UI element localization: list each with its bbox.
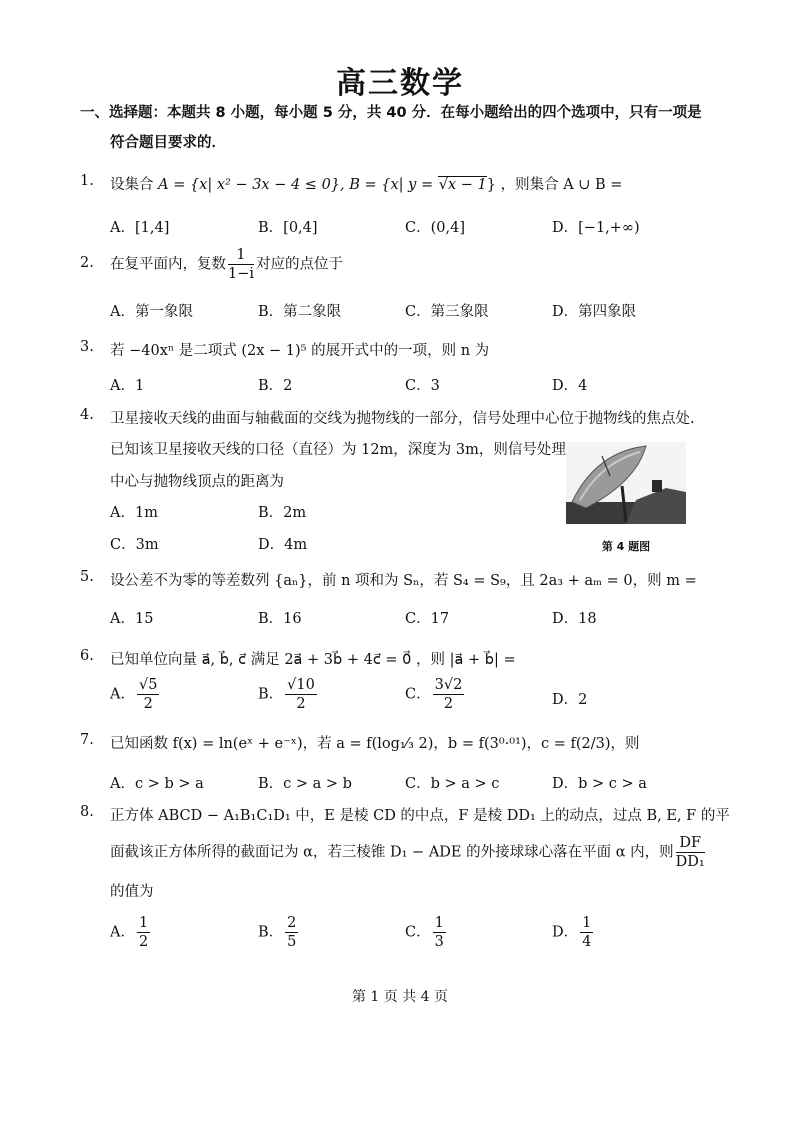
option-c xyxy=(405,300,489,321)
option-b xyxy=(258,607,302,628)
option-text: 3 xyxy=(430,378,440,394)
stem-text: 设集合 xyxy=(110,177,159,193)
option-text: 4m xyxy=(284,537,308,553)
question-stem: 设公差不为零的等差数列 {aₙ}，前 n 项和为 Sₙ，若 S₄ = S₉，且 2a₃ + aₘ = 0，则 m = xyxy=(110,573,697,589)
option-label: D． xyxy=(552,924,579,941)
option-label: B． xyxy=(258,505,284,521)
fraction-denominator: 2 xyxy=(138,934,149,950)
page-footer: 第 1 页 共 4 页 xyxy=(351,989,449,1005)
stem-text: 在复平面内，复数 xyxy=(110,256,226,273)
option-b xyxy=(258,676,319,713)
fraction-denominator: 2 xyxy=(143,696,153,712)
fraction-numerator: DF xyxy=(676,834,705,853)
option-a xyxy=(110,607,153,628)
option-d xyxy=(552,688,587,709)
fraction-denominator: 1−i xyxy=(228,266,255,282)
stem-text: } ，则集合 A ∪ B = xyxy=(486,177,623,193)
section-heading-line1: 一、选择题：本题共 8 小题，每小题 5 分，共 40 分．在每小题给出的四个选项中，只有一项是 xyxy=(80,105,702,121)
option-a xyxy=(110,300,193,321)
fraction-numerator: √10 xyxy=(287,677,315,693)
option-text: 第一象限 xyxy=(134,304,193,320)
fraction-denominator: DD₁ xyxy=(675,854,705,870)
option-d xyxy=(258,533,307,554)
stem-text: A = {x| x² − 3x − 4 ≤ 0}, B = {x| y = xyxy=(158,177,438,193)
option-d xyxy=(552,772,647,793)
option-text: 2 xyxy=(578,692,588,708)
option-b xyxy=(258,914,300,951)
option-text: 2m xyxy=(283,505,307,521)
fraction xyxy=(228,246,254,283)
option-d xyxy=(552,914,595,951)
option-text: [1,4] xyxy=(134,220,170,236)
fraction-denominator: 4 xyxy=(582,934,592,950)
question-stem: 已知单位向量 a⃗, b⃗, c⃗ 满足 2a⃗ + 3b⃗ + 4c⃗ = 0⃗ ，则 |a⃗ + b⃗| = xyxy=(110,652,516,668)
option-b xyxy=(258,300,341,321)
fraction-numerator: 1 xyxy=(582,915,592,931)
option-c xyxy=(405,374,440,395)
fraction-numerator: 2 xyxy=(287,915,297,931)
fraction-denominator: 5 xyxy=(287,934,297,950)
option-c xyxy=(405,676,466,713)
option-text: b > a > c xyxy=(430,776,500,792)
fraction-denominator: 2 xyxy=(443,696,454,712)
option-text: b > c > a xyxy=(578,776,647,792)
fraction-denominator: 3 xyxy=(434,934,444,950)
question-number: 6. xyxy=(80,648,94,664)
question-stem-line3: 中心与抛物线顶点的距离为 xyxy=(110,474,284,490)
question-number: 3. xyxy=(80,339,94,355)
option-c xyxy=(110,533,159,554)
option-d xyxy=(552,607,597,628)
option-a xyxy=(110,676,161,713)
section-heading xyxy=(80,98,720,158)
option-label: D． xyxy=(552,611,579,627)
fraction xyxy=(137,914,150,951)
option-b xyxy=(258,772,352,793)
option-text: c > b > a xyxy=(134,776,204,792)
fraction xyxy=(580,914,593,951)
question-stem-line2: 已知该卫星接收天线的口径（直径）为 12m，深度为 3m，则信号处理 xyxy=(110,442,566,458)
question-stem xyxy=(110,173,622,194)
option-label: C． xyxy=(405,924,431,941)
option-c xyxy=(405,772,499,793)
page-title: 高三数学 xyxy=(336,66,464,101)
satellite-dish-photo xyxy=(566,442,686,524)
option-text: 第三象限 xyxy=(430,304,489,320)
fraction-denominator: 2 xyxy=(296,696,306,712)
option-label: B． xyxy=(258,776,284,792)
option-label: D． xyxy=(258,537,285,553)
option-label: D． xyxy=(552,304,579,320)
option-label: C． xyxy=(110,537,136,553)
fraction xyxy=(285,914,298,951)
option-label: A． xyxy=(110,611,135,627)
option-text: 18 xyxy=(578,611,597,627)
option-d xyxy=(552,374,587,395)
option-a xyxy=(110,216,169,237)
question-stem-line1: 正方体 ABCD − A₁B₁C₁D₁ 中，E 是棱 CD 的中点，F 是棱 DD₁ 上的动点，过点 B, E, F 的平 xyxy=(110,808,730,824)
option-text: 16 xyxy=(283,611,302,627)
option-label: A． xyxy=(110,924,135,941)
fraction xyxy=(285,676,317,713)
question-number: 5. xyxy=(80,569,94,585)
option-text: [−1,+∞) xyxy=(578,220,640,236)
section-heading-line2: 符合题目要求的． xyxy=(110,135,226,151)
question-number: 2. xyxy=(80,255,94,271)
option-label: B． xyxy=(258,378,284,394)
option-text: 1 xyxy=(134,378,145,394)
option-label: C． xyxy=(405,611,431,627)
option-label: C． xyxy=(405,220,431,236)
fraction-numerator: 1 xyxy=(228,246,254,265)
fraction xyxy=(433,914,446,951)
question-stem xyxy=(110,246,343,283)
option-label: B． xyxy=(258,924,284,941)
option-b xyxy=(258,501,306,522)
question-number: 8. xyxy=(80,804,94,820)
option-label: D． xyxy=(552,692,579,708)
option-label: A． xyxy=(110,378,135,394)
sqrt-symbol: √ xyxy=(438,177,448,193)
option-label: C． xyxy=(405,776,431,792)
option-a xyxy=(110,772,204,793)
option-label: A． xyxy=(110,220,135,236)
option-text: 3m xyxy=(135,537,159,553)
option-b xyxy=(258,374,292,395)
option-label: B． xyxy=(258,686,284,703)
option-text: 第四象限 xyxy=(578,304,637,320)
question-number: 1. xyxy=(80,173,94,189)
option-label: A． xyxy=(110,505,135,521)
option-text: 2 xyxy=(283,378,293,394)
fraction xyxy=(676,834,705,871)
question-number: 7. xyxy=(80,732,94,748)
option-label: A． xyxy=(110,776,135,792)
option-label: D． xyxy=(552,378,579,394)
option-label: D． xyxy=(552,776,579,792)
option-c xyxy=(405,607,449,628)
option-label: A． xyxy=(110,304,135,320)
option-text: 4 xyxy=(578,378,588,394)
option-a xyxy=(110,501,158,522)
stem-text: 对应的点位于 xyxy=(256,256,344,273)
option-label: B． xyxy=(258,220,284,236)
stem-text: 面截该正方体所得的截面记为 α，若三棱锥 D₁ − ADE 的外接球球心落在平面 α 内，则 xyxy=(110,844,674,861)
option-b xyxy=(258,216,318,237)
fraction xyxy=(433,676,465,713)
option-label: C． xyxy=(405,686,431,703)
option-text: (0,4] xyxy=(430,220,465,236)
fraction xyxy=(137,676,159,713)
option-label: C． xyxy=(405,304,431,320)
question-stem-line1: 卫星接收天线的曲面与轴截面的交线为抛物线的一部分，信号处理中心位于抛物线的焦点处. xyxy=(110,411,695,427)
fraction-numerator: √5 xyxy=(138,677,158,693)
option-a xyxy=(110,914,152,951)
stem-text: x − 1 xyxy=(447,177,487,193)
question-stem: 已知函数 f(x) = ln(eˣ + e⁻ˣ)，若 a = f(log₁⁄₃ 2)，b = f(3⁰·⁰¹)，c = f(2/3)，则 xyxy=(110,736,640,752)
option-label: A． xyxy=(110,686,135,703)
option-d xyxy=(552,300,636,321)
option-text: 第二象限 xyxy=(283,304,342,320)
fraction-numerator: 1 xyxy=(138,915,149,931)
option-c xyxy=(405,216,465,237)
option-a xyxy=(110,374,144,395)
question-stem-line2 xyxy=(110,834,707,871)
option-text: 1m xyxy=(134,505,158,521)
option-text: [0,4] xyxy=(283,220,318,236)
option-text: 15 xyxy=(134,611,154,627)
option-label: C． xyxy=(405,378,431,394)
question-number: 4. xyxy=(80,407,94,423)
question-stem: 若 −40xⁿ 是二项式 (2x − 1)⁵ 的展开式中的一项，则 n 为 xyxy=(110,343,490,359)
option-label: B． xyxy=(258,304,284,320)
option-text: c > a > b xyxy=(283,776,352,792)
option-label: B． xyxy=(258,611,284,627)
fraction-numerator: 1 xyxy=(434,915,444,931)
figure-caption: 第 4 题图 xyxy=(601,540,651,553)
fraction-numerator: 3√2 xyxy=(434,677,463,693)
option-label: D． xyxy=(552,220,579,236)
option-text: 17 xyxy=(430,611,450,627)
option-d xyxy=(552,216,640,237)
question-stem-line3: 的值为 xyxy=(110,884,154,900)
sqrt-radicand xyxy=(438,176,487,193)
option-c xyxy=(405,914,448,951)
